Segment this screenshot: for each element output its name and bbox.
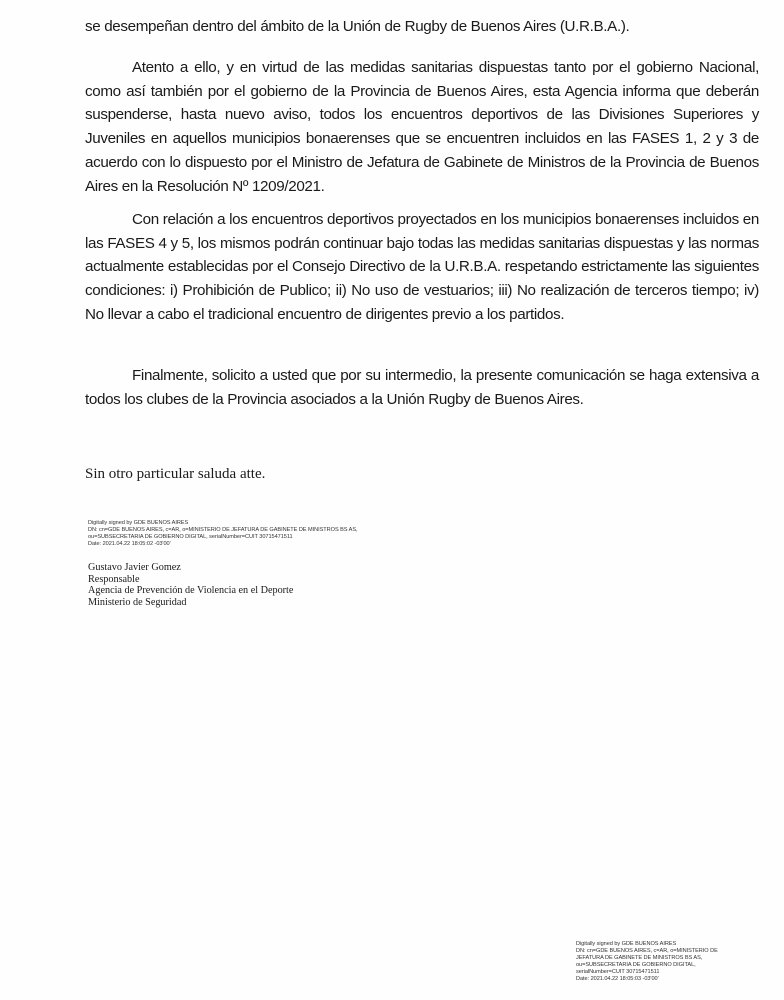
signature-line: ou=SUBSECRETARIA DE GOBIERNO DIGITAL, serialNumber=CUIT 30715471511 [88, 533, 293, 540]
signature-line: Digitally signed by GDE BUENOS AIRES [88, 520, 189, 526]
closing-salutation: Sin otro particular saluda atte. [85, 466, 266, 482]
paragraph-request: Finalmente, solicito a usted que por su intermedio, la presente comunicación se haga extensiva a todos los clubes de la Provincia asociados a la Unión Rugby de Buenos Aires. [85, 367, 759, 408]
signer-ministry: Ministerio de Seguridad [88, 597, 187, 609]
signature-line: JEFATURA DE GABINETE DE MINISTROS BS AS, [576, 954, 703, 961]
footer-digital-signature-block [576, 941, 766, 982]
signature-line: serialNumber=CUIT 30715471511 [576, 968, 660, 975]
digital-signature-block [88, 520, 418, 548]
signer-role: Responsable [88, 573, 140, 585]
paragraph-suspension-notice: Atento a ello, y en virtud de las medidas sanitarias dispuestas tanto por el gobierno Nacional, como así también por el gobierno de la Provincia de Buenos Aires, esta Agencia informa que deberán suspenderse, hasta nuevo aviso, todos los encuentros deportivos de las Divisiones Superiores y Juveniles en aquellos municipios bonaerenses que se encuentren incluidos en las FASES 1, 2 y 3 de acuerdo con lo dispuesto por el Ministro de Jefatura de Gabinete de Ministros de la Provincia de Buenos Aires en la Resolución Nº 1209/2021. [85, 59, 759, 195]
signature-line: Date: 2021.04.22 18:05:03 -03'00' [576, 975, 659, 982]
signature-line: ou=SUBSECRETARIA DE GOBIERNO DIGITAL, [576, 961, 696, 968]
signer-block [88, 562, 293, 609]
paragraph-phase-conditions: Con relación a los encuentros deportivos proyectados en los municipios bonaerenses incluidos en las FASES 4 y 5, los mismos podrán continuar bajo todas las medidas sanitarias dispuestas y las normas actualmente establecidas por el Consejo Directivo de la U.R.B.A. respetando estrictamente las siguientes condiciones: i) Prohibición de Publico; ii) No uso de vestuarios; iii) No realización de terceros tiempo; iv) No llevar a cabo el tradicional encuentro de dirigentes previo a los partidos. [85, 211, 759, 323]
signature-line: DN: cn=GDE BUENOS AIRES, c=AR, o=MINISTERIO DE JEFATURA DE GABINETE DE MINISTROS BS AS, [88, 526, 358, 533]
signature-line: Digitally signed by GDE BUENOS AIRES [576, 941, 677, 947]
paragraph-continuation: se desempeñan dentro del ámbito de la Unión de Rugby de Buenos Aires (U.R.B.A.). [85, 18, 630, 35]
signature-line: DN: cn=GDE BUENOS AIRES, c=AR, o=MINISTERIO DE [576, 947, 718, 954]
signature-line: Date: 2021.04.22 18:05:02 -03'00' [88, 540, 171, 547]
signer-agency: Agencia de Prevención de Violencia en el Deporte [88, 585, 294, 597]
signer-name: Gustavo Javier Gomez [88, 562, 181, 573]
